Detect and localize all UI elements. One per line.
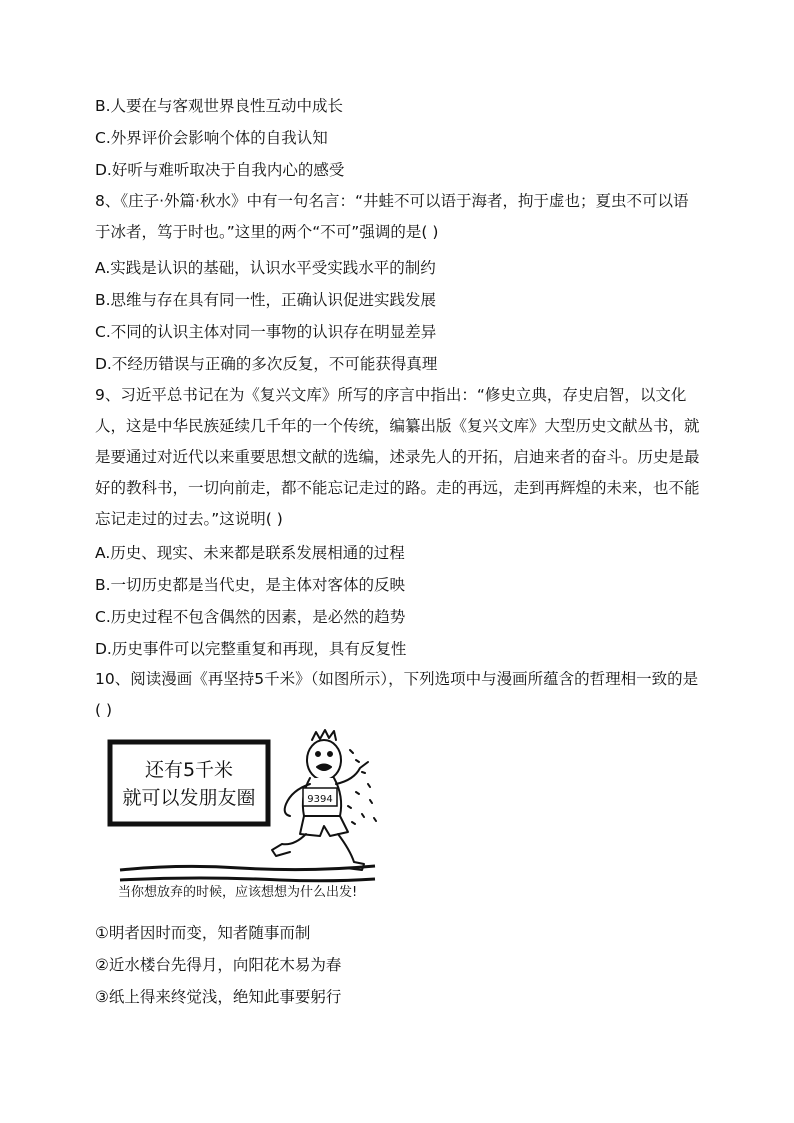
q9-option-a: A.历史、现实、未来都是联系发展相通的过程 [95,544,405,562]
q10-item-1: ①明者因时而变，知者随事而制 [95,924,311,942]
q9-option-d: D.历史事件可以完整重复和再现，具有反复性 [95,640,407,658]
q8-option-c: C.不同的认识主体对同一事物的认识存在明显差异 [95,323,437,341]
q7-option-c: C.外界评价会影响个体的自我认知 [95,129,328,147]
q9-option-b: B.一切历史都是当代史，是主体对客体的反映 [95,576,406,594]
sign-board [110,742,268,824]
q7-option-d: D.好听与难听取决于自我内心的感受 [95,161,345,179]
q9-stem: 9、习近平总书记在为《复兴文库》所写的序言中指出：“修史立典，存史启智，以文化人，这是中华民族延续几千年的一个传统，编纂出版《复兴文库》大型历史文献丛书，就是要通过对近代以来重要思想文献的选编，述录先人的开拓，启迪来者的奋斗。历史是最好的教科书，一切向前走，都不能忘记走过的路。走的再远，走到再辉煌的未来，也不能忘记走过的过去。”这说明( ) [95,386,700,528]
q8-option-a: A.实践是认识的基础，认识水平受实践水平的制约 [95,259,436,277]
q8-stem: 8、《庄子·外篇·秋水》中有一句名言：“井蛙不可以语于海者，拘于虚也；夏虫不可以语于冰者，笃于时也。”这里的两个“不可”强调的是( ) [95,192,689,241]
q8-option-d: D.不经历错误与正确的多次反复，不可能获得真理 [95,355,438,373]
ground-line [120,878,375,881]
sign-line-1: 还有5千米 [144,759,234,781]
q10-item-3: ③纸上得来终觉浅，绝知此事要躬行 [95,988,342,1006]
ground-line [120,866,375,870]
q7-option-b: B.人要在与客观世界良性互动中成长 [95,97,344,115]
sign-line-2: 就可以发朋友圈 [122,787,256,809]
q8-option-b: B.思维与存在具有同一性，正确认识促进实践发展 [95,291,437,309]
cartoon-caption: 当你想放弃的时候，应该想想为什么出发! [118,885,358,900]
q9-option-c: C.历史过程不包含偶然的因素，是必然的趋势 [95,608,406,626]
q10-stem: 10、阅读漫画《再坚持5千米》（如图所示），下列选项中与漫画所蕴含的哲理相一致的是( ) [95,670,699,719]
bib-number: 9394 [307,794,333,805]
q10-item-2: ②近水楼台先得月，向阳花木易为春 [95,956,342,974]
